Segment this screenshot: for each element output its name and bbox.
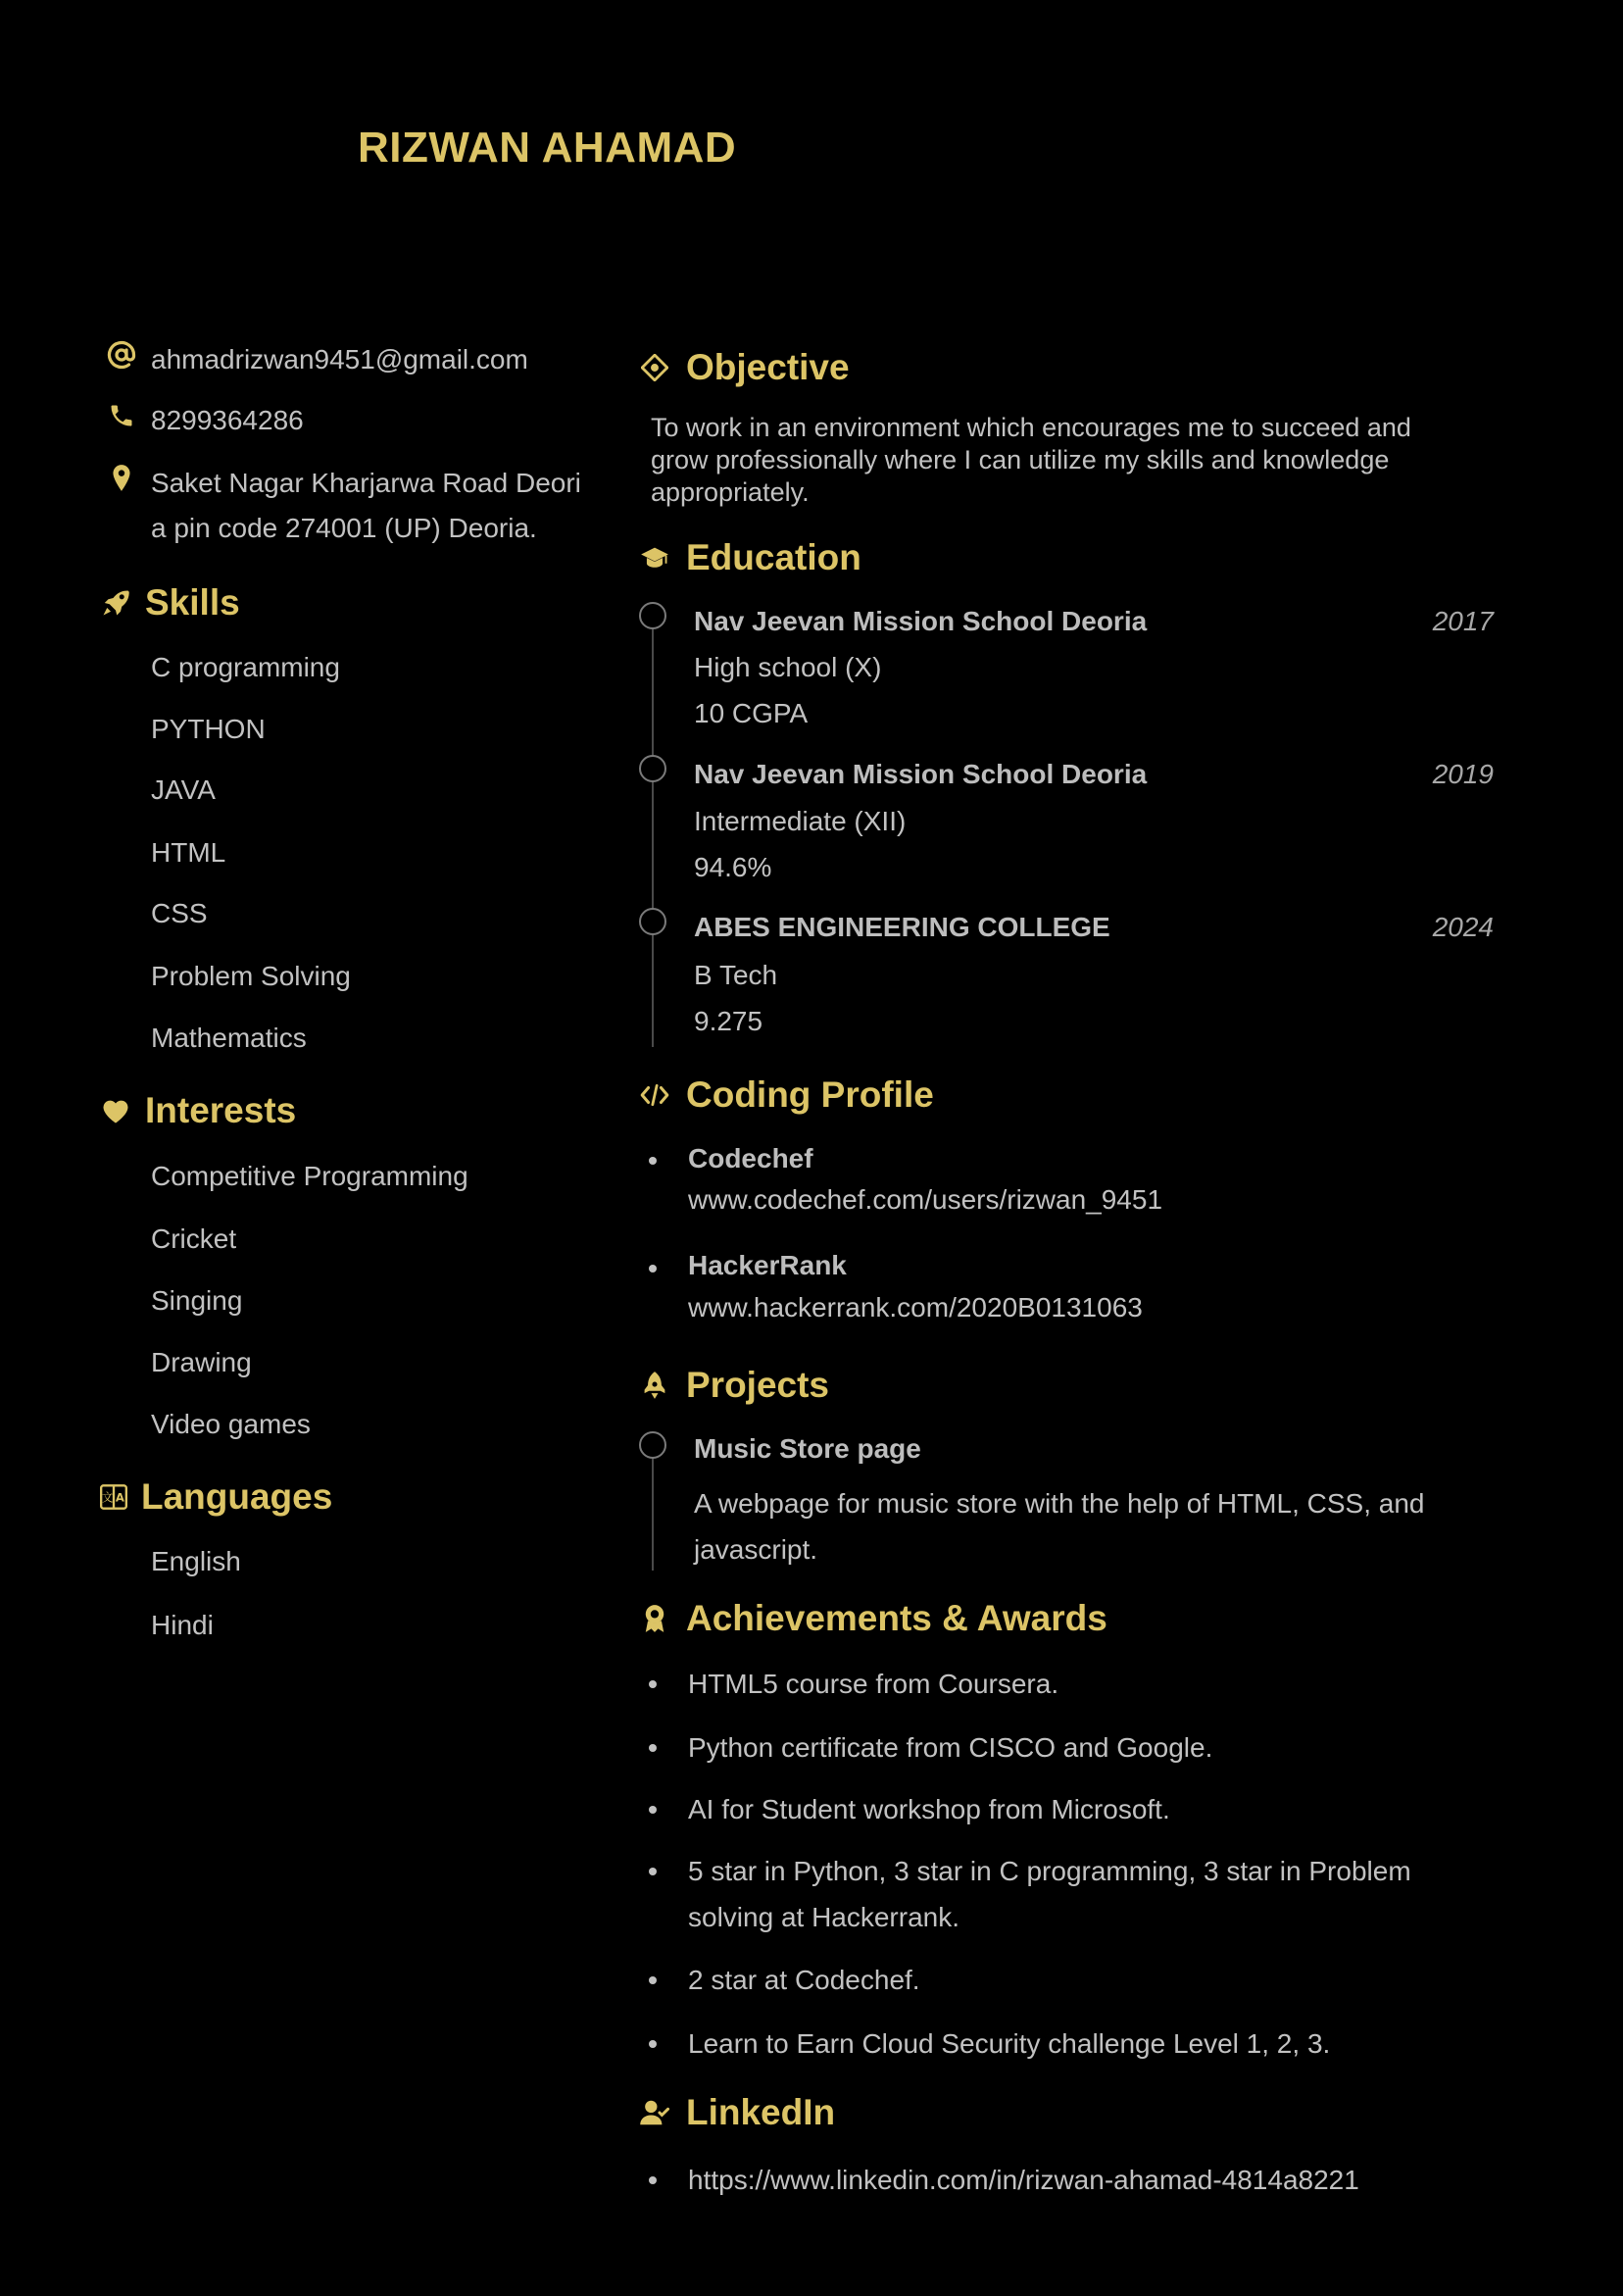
coding-site-name: HackerRank: [688, 1250, 847, 1280]
skills-heading: [98, 582, 240, 624]
objective-title: Objective: [686, 347, 850, 387]
projects-title: Projects: [686, 1365, 830, 1405]
languages-heading: [98, 1476, 332, 1518]
education-institution: Nav Jeevan Mission School Deoria: [694, 759, 1148, 789]
education-degree: High school (X): [694, 652, 882, 682]
bullet: [649, 2176, 657, 2184]
timeline-dot: [639, 602, 666, 629]
bullet: [649, 1265, 657, 1273]
education-degree: Intermediate (XII): [694, 806, 907, 836]
projects-timeline-line: [652, 1457, 654, 1571]
education-year: 2024: [1432, 912, 1494, 942]
interest-item: Singing: [151, 1285, 243, 1316]
objective-heading: [639, 347, 850, 388]
coding-profile-heading: [639, 1074, 934, 1116]
project-name: Music Store page: [694, 1433, 921, 1464]
interest-item: Video games: [151, 1409, 311, 1439]
bullet: [649, 2040, 657, 2048]
education-heading: [639, 537, 861, 578]
skill-item: HTML: [151, 837, 226, 868]
email-text[interactable]: ahmadrizwan9451@gmail.com: [151, 344, 528, 374]
education-score: 10 CGPA: [694, 698, 809, 728]
at-icon: [106, 339, 137, 371]
languages-title: Languages: [141, 1476, 333, 1517]
education-year: 2017: [1432, 606, 1494, 636]
contact-address: [106, 461, 581, 551]
phone-text: 8299364286: [151, 405, 304, 435]
education-timeline-line: [652, 616, 654, 1047]
skill-item: C programming: [151, 652, 340, 682]
rocket-launch-icon: [639, 1370, 670, 1401]
achievement-item: Python certificate from CISCO and Google.: [688, 1732, 1213, 1763]
skill-item: CSS: [151, 898, 208, 928]
address-line-2: a pin code 274001 (UP) Deoria.: [151, 513, 537, 543]
coding-profile-link[interactable]: www.codechef.com/users/rizwan_9451: [688, 1184, 1163, 1215]
language-item: Hindi: [151, 1610, 214, 1640]
svg-text:文: 文: [101, 1490, 114, 1505]
achievements-heading: [639, 1598, 1107, 1639]
graduation-cap-icon: [639, 542, 670, 574]
address-line-1: Saket Nagar Kharjarwa Road Deori: [151, 468, 581, 498]
bullet: [649, 1157, 657, 1165]
education-institution: Nav Jeevan Mission School Deoria: [694, 606, 1148, 636]
contact-email: [106, 337, 528, 382]
education-degree: B Tech: [694, 960, 778, 990]
skill-item: JAVA: [151, 774, 216, 805]
education-year: 2019: [1432, 759, 1494, 789]
linkedin-heading: [639, 2092, 835, 2133]
linkedin-title: LinkedIn: [686, 2092, 836, 2132]
user-icon: [639, 2097, 670, 2128]
timeline-dot: [639, 1431, 666, 1459]
interests-heading: [98, 1090, 296, 1131]
skill-item: Mathematics: [151, 1023, 307, 1053]
translate-icon: [98, 1479, 129, 1515]
language-item: English: [151, 1546, 241, 1576]
achievement-item: Learn to Earn Cloud Security challenge Level 1, 2, 3.: [688, 2028, 1331, 2059]
bullet: [649, 1868, 657, 1875]
skills-title: Skills: [145, 582, 240, 623]
target-icon: [639, 352, 670, 383]
interests-title: Interests: [145, 1090, 297, 1130]
projects-heading: [639, 1365, 829, 1406]
bullet: [649, 1680, 657, 1688]
achievement-item: 2 star at Codechef.: [688, 1965, 920, 1995]
bullet: [649, 1744, 657, 1752]
resume-name: RIZWAN AHAMAD: [358, 124, 737, 172]
coding-site-name: Codechef: [688, 1143, 813, 1173]
project-desc-line: javascript.: [694, 1534, 818, 1565]
code-icon: [639, 1079, 670, 1111]
address-text: [151, 461, 581, 551]
phone-icon: [106, 400, 137, 431]
heart-icon: [98, 1093, 133, 1128]
project-description: [694, 1480, 1517, 1572]
project-desc-line: A webpage for music store with the help of HTML, CSS, and: [694, 1488, 1425, 1519]
award-icon: [639, 1603, 670, 1634]
location-pin-icon: [106, 463, 137, 494]
contact-phone: [106, 398, 304, 443]
svg-text:A: A: [115, 1490, 124, 1505]
achievement-item: 5 star in Python, 3 star in C programming, 3 star in Problem solving at Hackerrank.: [688, 1856, 1411, 1932]
coding-profile-title: Coding Profile: [686, 1074, 934, 1115]
achievements-title: Achievements & Awards: [686, 1598, 1107, 1638]
skill-item: Problem Solving: [151, 961, 351, 991]
interest-item: Drawing: [151, 1347, 252, 1377]
objective-line: To work in an environment which encourages me to succeed and: [651, 413, 1411, 442]
interest-item: Cricket: [151, 1223, 237, 1254]
education-institution: ABES ENGINEERING COLLEGE: [694, 912, 1110, 942]
skill-item: PYTHON: [151, 714, 266, 744]
achievement-item: HTML5 course from Coursera.: [688, 1669, 1059, 1699]
timeline-dot: [639, 908, 666, 935]
coding-profile-link[interactable]: www.hackerrank.com/2020B0131063: [688, 1292, 1143, 1323]
rocket-icon: [98, 585, 133, 621]
bullet: [649, 1976, 657, 1984]
bullet: [649, 1806, 657, 1814]
interest-item: Competitive Programming: [151, 1161, 468, 1191]
objective-text: [651, 412, 1513, 509]
timeline-dot: [639, 755, 666, 782]
education-score: 94.6%: [694, 852, 772, 882]
objective-line: appropriately.: [651, 477, 810, 507]
objective-line: grow professionally where I can utilize my skills and knowledge: [651, 445, 1390, 474]
achievement-item: AI for Student workshop from Microsoft.: [688, 1794, 1170, 1824]
education-title: Education: [686, 537, 861, 577]
education-score: 9.275: [694, 1006, 763, 1036]
linkedin-link[interactable]: https://www.linkedin.com/in/rizwan-ahamad-4814a8221: [688, 2165, 1359, 2195]
